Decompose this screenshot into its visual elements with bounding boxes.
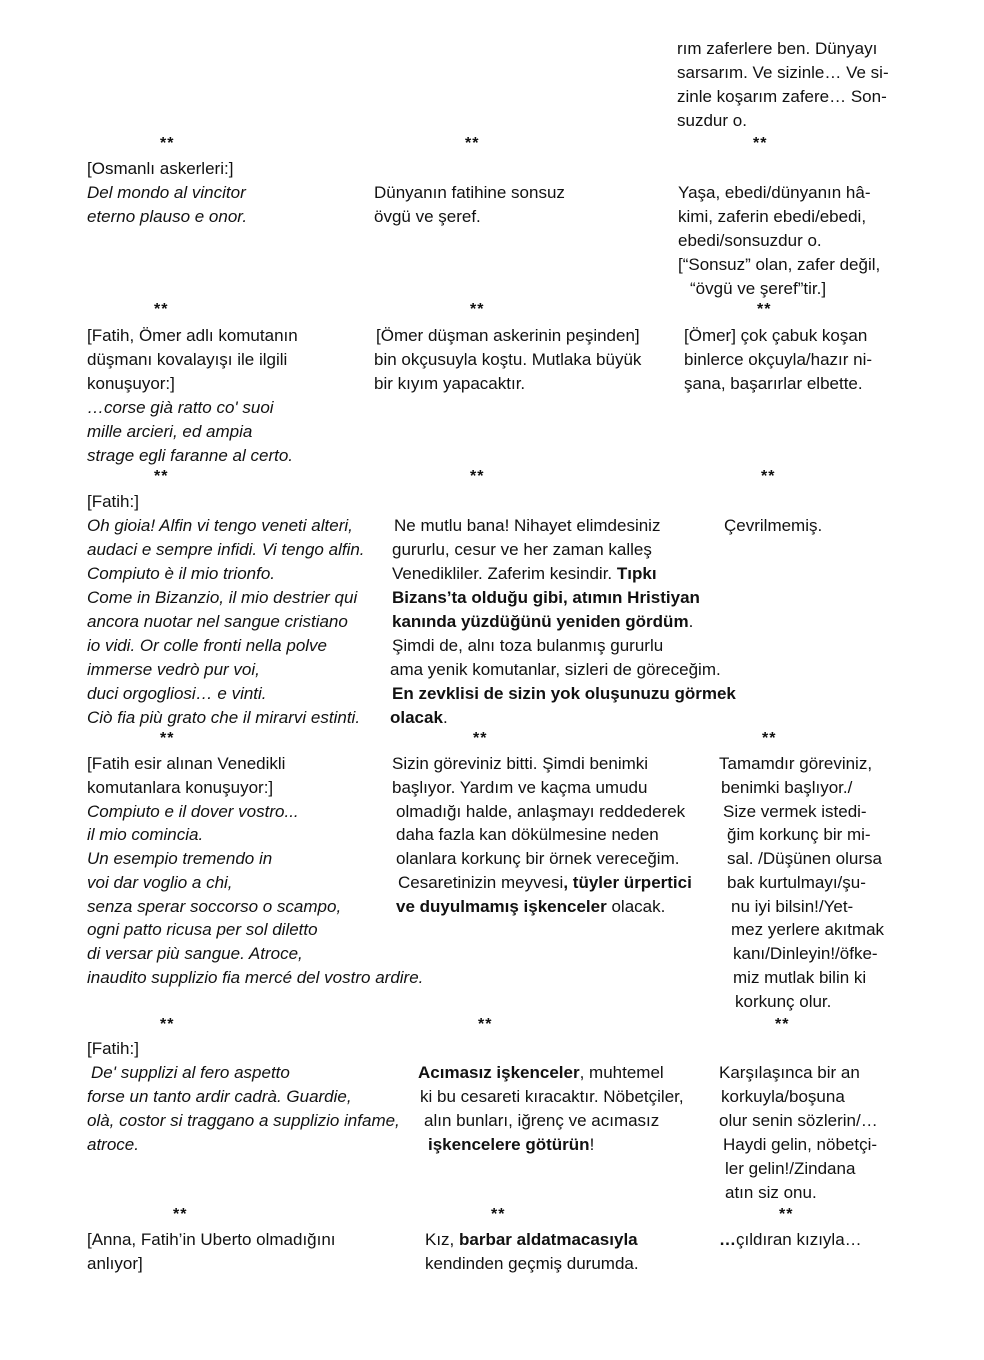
italian-line: forse un tanto ardir cadrà. Guardie, <box>87 1087 352 1106</box>
italian-line: di versar più sangue. Atroce, <box>87 944 303 963</box>
text-line: miz mutlak bilin ki <box>733 968 867 987</box>
text-line: atın siz onu. <box>725 1183 817 1202</box>
italian-line: inaudito supplizio fia mercé del vostro ardire. <box>87 968 424 987</box>
emphasis: Acımasız işkenceler <box>418 1063 580 1082</box>
text-line: Size vermek istedi- <box>723 802 867 821</box>
text-line: Çevrilmemiş. <box>724 516 823 535</box>
separator: ** <box>753 135 768 152</box>
italian-line: De' supplizi al fero aspetto <box>91 1063 290 1082</box>
emphasis: ve duyulmamış işkenceler <box>396 897 607 916</box>
italian-line: io vidi. Or colle fronti nella polve <box>87 636 328 655</box>
italian-line: Come in Bizanzio, il mio destrier qui <box>87 588 358 607</box>
stage-direction: anlıyor] <box>87 1254 143 1273</box>
text-line: sal. /Düşünen olursa <box>727 849 882 868</box>
emphasis: işkencelere götürün <box>428 1135 590 1154</box>
speaker-label: [Osmanlı askerleri:] <box>87 159 234 178</box>
speaker-label: [Fatih:] <box>87 1039 139 1058</box>
italian-line: voi dar voglio a chi, <box>87 873 233 892</box>
text-line: Venedikliler. Zaferim kesindir. Tıpkı <box>392 564 657 583</box>
text-line: ebedi/sonsuzdur o. <box>678 231 822 250</box>
text-line: bir kıyım yapacaktır. <box>374 374 526 393</box>
italian-line: ogni patto ricusa per sol diletto <box>87 920 318 939</box>
separator: ** <box>761 468 776 485</box>
emphasis: Tıpkı <box>616 564 657 583</box>
separator: ** <box>160 730 175 747</box>
text-line: [Ömer] çok çabuk koşan <box>684 326 868 345</box>
text-line: binlerce okçuyla/hazır ni- <box>684 350 873 369</box>
text-line: nu iyi bilsin!/Yet- <box>731 897 854 916</box>
emphasis: kanında yüzdüğünü yeniden gördüm <box>392 612 689 631</box>
stage-direction: [Anna, Fatih’in Uberto olmadığını <box>87 1230 336 1249</box>
separator: ** <box>478 1016 493 1033</box>
separator: ** <box>779 1206 794 1223</box>
italian-line: atroce. <box>87 1135 139 1154</box>
text-line: [Ömer düşman askerinin peşinden] <box>376 326 640 345</box>
text-line: olacak. <box>390 708 448 727</box>
separator: ** <box>160 135 175 152</box>
text-line: korkuyla/boşuna <box>721 1087 845 1106</box>
text-line: Dünyanın fatihine sonsuz <box>374 183 565 202</box>
italian-line: …corse già ratto co' suoi <box>87 398 274 417</box>
text-line: Kız, barbar aldatmacasıyla <box>425 1230 638 1249</box>
text-line: övgü ve şeref. <box>374 207 481 226</box>
text-line: Acımasız işkenceler, muhtemel <box>418 1063 664 1082</box>
text-line: Yaşa, ebedi/dünyanın hâ- <box>678 183 871 202</box>
emphasis: , tüyler ürpertici <box>563 873 692 892</box>
text-line: ki bu cesareti kıracaktır. Nöbetçiler, <box>420 1087 684 1106</box>
separator: ** <box>470 468 485 485</box>
emphasis-line: En zevklisi de sizin yok oluşunuzu görmek <box>392 684 736 703</box>
text-line: olanlara korkunç bir örnek vereceğim. <box>396 849 680 868</box>
stage-direction: [Fatih esir alınan Venedikli <box>87 754 286 773</box>
text-line: benimki başlıyor./ <box>721 778 853 797</box>
text-line: olur senin sözlerin/… <box>719 1111 878 1130</box>
text-line: [“Sonsuz” olan, zafer değil, <box>678 255 881 274</box>
text-line: zinle koşarım zafere… Son- <box>677 87 887 106</box>
separator: ** <box>473 730 488 747</box>
separator: ** <box>465 135 480 152</box>
text-line: rım zaferlere ben. Dünyayı <box>677 39 878 58</box>
text-line: başlıyor. Yardım ve kaçma umudu <box>392 778 648 797</box>
italian-line: strage egli faranne al certo. <box>87 446 294 465</box>
text-line: şana, başarırlar elbette. <box>684 374 863 393</box>
separator: ** <box>160 1016 175 1033</box>
separator: ** <box>762 730 777 747</box>
text-line: ve duyulmamış işkenceler olacak. <box>396 897 666 916</box>
text-line: …çıldıran kızıyla… <box>719 1230 862 1249</box>
italian-line: Compiuto è il mio trionfo. <box>87 564 276 583</box>
text-line: ğim korkunç bir mi- <box>727 825 871 844</box>
emphasis: barbar aldatmacasıyla <box>459 1230 638 1249</box>
text-line: sarsarım. Ve sizinle… Ve si- <box>677 63 889 82</box>
separator: ** <box>173 1206 188 1223</box>
text-line: kanında yüzdüğünü yeniden gördüm. <box>392 612 694 631</box>
text-line: alın bunları, iğrenç ve acımasız <box>424 1111 660 1130</box>
stage-direction: komutanlara konuşuyor:] <box>87 778 274 797</box>
text-line: daha fazla kan dökülmesine neden <box>396 825 659 844</box>
text-line: suzdur o. <box>677 111 747 130</box>
italian-line: Un esempio tremendo in <box>87 849 273 868</box>
text-line: Tamamdır göreviniz, <box>719 754 873 773</box>
text-line: gururlu, cesur ve her zaman kalleş <box>392 540 652 559</box>
emphasis: … <box>719 1230 736 1249</box>
italian-line: immerse vedrò pur voi, <box>87 660 260 679</box>
text-line: korkunç olur. <box>735 992 832 1011</box>
text-line: “övgü ve şeref”tir.] <box>690 279 827 298</box>
speaker-label: [Fatih:] <box>87 492 139 511</box>
emphasis: olacak <box>390 708 443 727</box>
italian-line: audaci e sempre infidi. Vi tengo alfin. <box>87 540 365 559</box>
italian-line: Del mondo al vincitor <box>87 183 246 202</box>
text-line: Şimdi de, alnı toza bulanmış gururlu <box>392 636 664 655</box>
separator: ** <box>757 301 772 318</box>
text-line: ler gelin!/Zindana <box>725 1159 856 1178</box>
text-line: kanı/Dinleyin!/öfke- <box>733 944 878 963</box>
separator: ** <box>491 1206 506 1223</box>
separator: ** <box>154 301 169 318</box>
emphasis-line: Bizans’ta olduğu gibi, atımın Hristiyan <box>392 588 700 607</box>
separator: ** <box>470 301 485 318</box>
italian-line: mille arcieri, ed ampia <box>87 422 253 441</box>
text-line: Karşılaşınca bir an <box>719 1063 860 1082</box>
stage-direction: düşmanı kovalayışı ile ilgili <box>87 350 288 369</box>
text-line: kimi, zaferin ebedi/ebedi, <box>678 207 867 226</box>
italian-line: duci orgogliosi… e vinti. <box>87 684 267 703</box>
text-line: işkencelere götürün! <box>428 1135 595 1154</box>
italian-line: senza sperar soccorso o scampo, <box>87 897 342 916</box>
text-line: olmadığı halde, anlaşmayı reddederek <box>396 802 686 821</box>
text-line: mez yerlere akıtmak <box>731 920 885 939</box>
text-line: kendinden geçmiş durumda. <box>425 1254 639 1273</box>
italian-line: ancora nuotar nel sangue cristiano <box>87 612 348 631</box>
separator: ** <box>154 468 169 485</box>
italian-line: Ciò fia più grato che il mirarvi estinti. <box>87 708 361 727</box>
italian-line: Compiuto e il dover vostro... <box>87 802 299 821</box>
separator: ** <box>775 1016 790 1033</box>
stage-direction: konuşuyor:] <box>87 374 175 393</box>
stage-direction: [Fatih, Ömer adlı komutanın <box>87 326 298 345</box>
text-line: Sizin göreviniz bitti. Şimdi benimki <box>392 754 649 773</box>
text-line: Haydi gelin, nöbetçi- <box>723 1135 878 1154</box>
text-line: Ne mutlu bana! Nihayet elimdesiniz <box>394 516 661 535</box>
italian-line: Oh gioia! Alfin vi tengo veneti alteri, <box>87 516 353 535</box>
text-line: bak kurtulmayı/şu- <box>727 873 866 892</box>
italian-line: olà, costor si traggano a supplizio infame, <box>87 1111 400 1130</box>
italian-line: eterno plauso e onor. <box>87 207 248 226</box>
text-line: bin okçusuyla koştu. Mutlaka büyük <box>374 350 642 369</box>
text-line: Cesaretinizin meyvesi, tüyler ürpertici <box>398 873 692 892</box>
text-line: ama yenik komutanlar, sizleri de göreceğim. <box>390 660 721 679</box>
italian-line: il mio comincia. <box>87 825 204 844</box>
